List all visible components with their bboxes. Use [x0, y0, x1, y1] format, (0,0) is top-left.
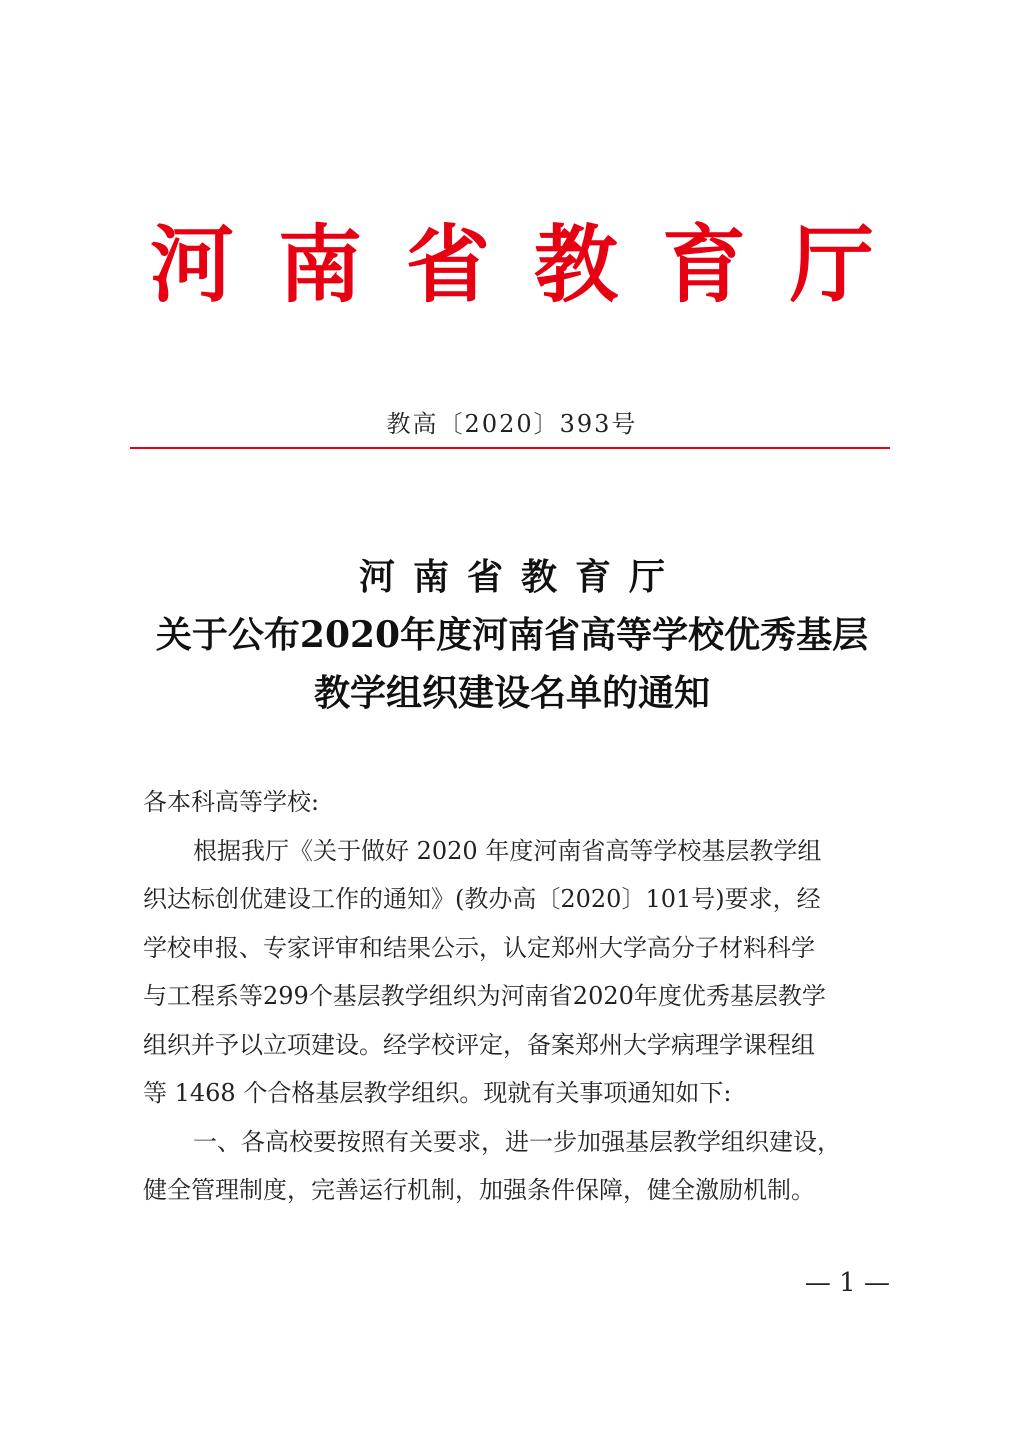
- paragraph-line: 根据我厅《关于做好 2020 年度河南省高等学校基层教学组: [193, 836, 822, 865]
- paragraph-line: 健全管理制度，完善运行机制，加强条件保障，健全激励机制。: [143, 1176, 815, 1204]
- masthead-char: 南: [277, 215, 362, 314]
- page-number: — 1 —: [804, 1268, 890, 1298]
- red-divider-line: [130, 447, 890, 449]
- masthead-char: 河: [150, 215, 235, 314]
- title-line-subject-cont: 教学组织建设名单的通知: [313, 672, 710, 714]
- document-body: [143, 778, 888, 1215]
- paragraph-line: 组织并予以立项建设。经学校评定，备案郑州大学病理学课程组: [143, 1030, 815, 1059]
- masthead-char: 育: [661, 215, 746, 314]
- paragraph-line: 一、各高校要按照有关要求，进一步加强基层教学组织建设，: [193, 1127, 841, 1156]
- document-number: 教高〔2020〕393号: [386, 410, 638, 438]
- paragraph-line: 学校申报、专家评审和结果公示，认定郑州大学高分子材料科学: [143, 933, 815, 962]
- masthead-char: 教: [533, 215, 618, 314]
- paragraph-line: 等 1468 个合格基层教学组织。现就有关事项通知如下:: [143, 1079, 732, 1107]
- masthead-char: 厅: [789, 215, 874, 314]
- masthead-red-header: [150, 210, 874, 320]
- salutation: 各本科高等学校:: [143, 788, 320, 816]
- title-line-issuer: 河南省教育厅: [358, 556, 683, 598]
- masthead-char: 省: [405, 215, 490, 314]
- title-line-subject: 关于公布2020年度河南省高等学校优秀基层: [155, 614, 869, 656]
- document-title: [0, 548, 1024, 722]
- paragraph-line: 织达标创优建设工作的通知》(教办高〔2020〕101号)要求，经: [143, 885, 821, 913]
- paragraph-line: 与工程系等299个基层教学组织为河南省2020年度优秀基层教学: [143, 982, 826, 1010]
